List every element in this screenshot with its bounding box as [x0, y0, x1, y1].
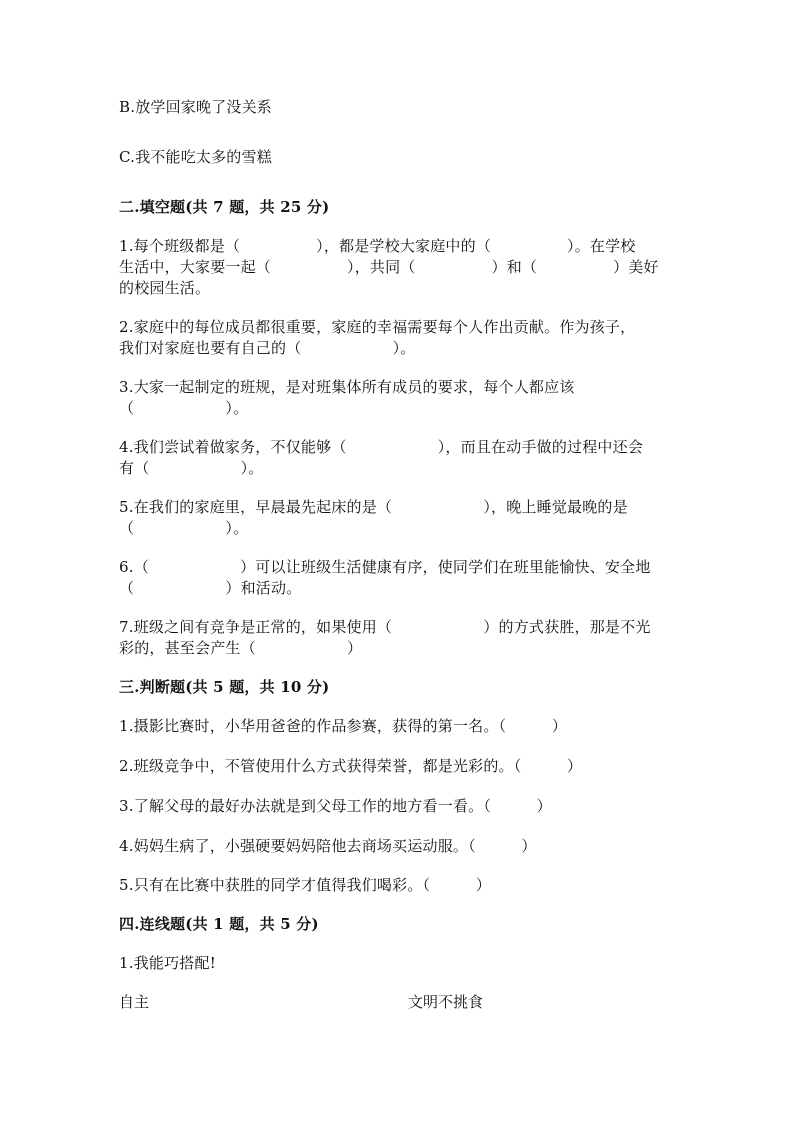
section-fill-blank-title: 二.填空题(共 7 题，共 25 分)	[119, 198, 330, 216]
section-matching-title: 四.连线题(共 1 题，共 5 分)	[119, 915, 319, 933]
fill-q1-line2: 生活中，大家要一起（ ），共同（ ）和（ ）美好	[119, 258, 659, 276]
fill-q4-line2: 有（ ）。	[119, 459, 264, 477]
judge-q3: 3.了解父母的最好办法就是到父母工作的地方看一看。（ ）	[119, 797, 552, 815]
fill-q7-line1: 7.班级之间有竞争是正常的，如果使用（ ）的方式获胜，那是不光	[119, 618, 651, 636]
fill-q3-line1: 3.大家一起制定的班规，是对班集体所有成员的要求，每个人都应该	[119, 378, 575, 396]
fill-q7-line2: 彩的，甚至会产生（ ）	[119, 639, 363, 657]
judge-q4: 4.妈妈生病了，小强硬要妈妈陪他去商场买运动服。（ ）	[119, 837, 537, 855]
matching-q1: 1.我能巧搭配!	[119, 954, 216, 972]
judge-q1: 1.摄影比赛时，小华用爸爸的作品参赛，获得的第一名。（ ）	[119, 717, 568, 735]
fill-q3-line2: （ ）。	[119, 399, 249, 417]
matching-left-item: 自主	[119, 993, 150, 1011]
option-b: B.放学回家晚了没关系	[119, 98, 272, 116]
section-true-false-title: 三.判断题(共 5 题，共 10 分)	[119, 678, 330, 696]
fill-q5-line2: （ ）。	[119, 519, 249, 537]
fill-q6-line2: （ ）和活动。	[119, 579, 302, 597]
fill-q4-line1: 4.我们尝试着做家务，不仅能够（ ），而且在动手做的过程中还会	[119, 438, 644, 456]
judge-q2: 2.班级竞争中，不管使用什么方式获得荣誉，都是光彩的。（ ）	[119, 757, 583, 775]
option-c: C.我不能吃太多的雪糕	[119, 148, 272, 166]
fill-q1-line3: 的校园生活。	[119, 279, 211, 297]
fill-q2-line2: 我们对家庭也要有自己的（ ）。	[119, 339, 416, 357]
fill-q6-line1: 6.（ ）可以让班级生活健康有序，使同学们在班里能愉快、安全地	[119, 558, 651, 576]
fill-q1-line1: 1.每个班级都是（ ），都是学校大家庭中的（ ）。在学校	[119, 237, 636, 255]
fill-q2-line1: 2.家庭中的每位成员都很重要，家庭的幸福需要每个人作出贡献。作为孩子，	[119, 318, 636, 336]
fill-q5-line1: 5.在我们的家庭里，早晨最先起床的是（ ），晚上睡觉最晚的是	[119, 498, 628, 516]
judge-q5: 5.只有在比赛中获胜的同学才值得我们喝彩。（ ）	[119, 876, 492, 894]
matching-right-item: 文明不挑食	[408, 993, 484, 1011]
